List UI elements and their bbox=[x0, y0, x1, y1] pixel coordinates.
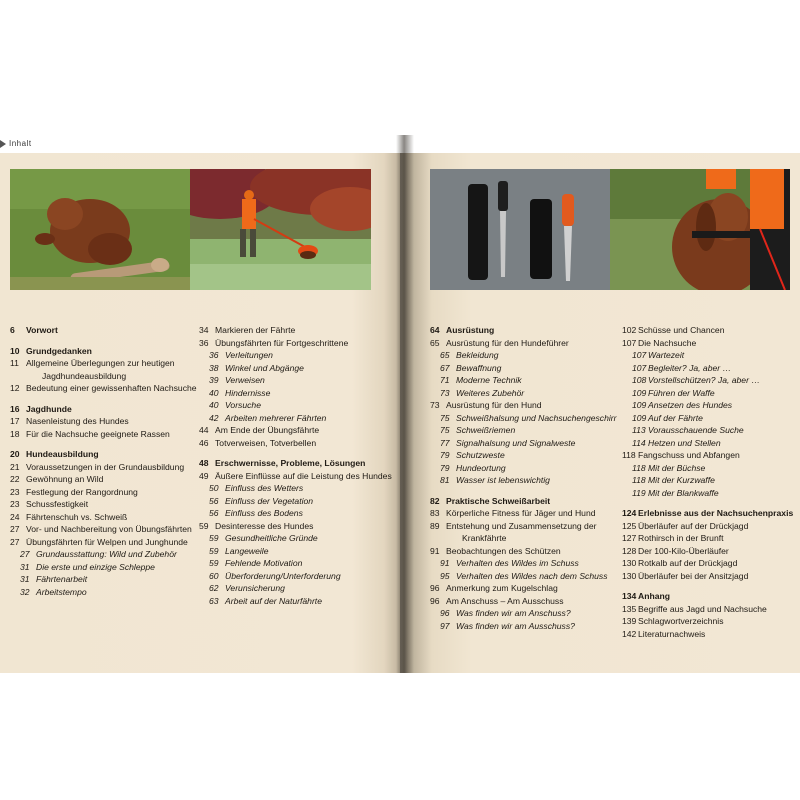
toc-entry bbox=[10, 403, 190, 416]
toc-page-number: 107 bbox=[632, 350, 647, 360]
toc-page-number: 130 bbox=[622, 570, 637, 581]
toc-page-number: 27 bbox=[20, 549, 30, 559]
toc-page-number: 109 bbox=[632, 387, 647, 398]
toc-entry bbox=[199, 507, 394, 520]
toc-page-number: 89 bbox=[430, 520, 440, 531]
toc-page-number: 91 bbox=[440, 558, 450, 568]
toc-entry-title: Jagdhundeausbildung bbox=[42, 370, 127, 381]
toc-page-number: 27 bbox=[10, 536, 20, 547]
toc-page-number: 38 bbox=[209, 362, 219, 373]
toc-entry-title: Einfluss des Wetters bbox=[225, 483, 304, 493]
toc-entry-title: Schüsse und Chancen bbox=[638, 325, 725, 335]
toc-page-number bbox=[26, 370, 42, 383]
toc-entry bbox=[430, 595, 615, 608]
toc-entry-title: Verhalten des Wildes im Schuss bbox=[456, 558, 579, 568]
toc-entry bbox=[622, 532, 800, 545]
toc-page-number: 23 bbox=[10, 499, 20, 509]
toc-page-number: 81 bbox=[440, 475, 450, 485]
toc-page-number: 62 bbox=[209, 583, 219, 593]
toc-entry bbox=[10, 357, 190, 370]
toc-column-4 bbox=[622, 324, 800, 640]
toc-entry-title: Entstehung und Zusammensetzung der bbox=[446, 520, 597, 531]
toc-page-number: 65 bbox=[430, 337, 440, 348]
toc-entry-title: Vorstellschützen? Ja, aber … bbox=[648, 375, 760, 385]
toc-page-number: 59 bbox=[209, 558, 219, 568]
toc-entry bbox=[622, 449, 800, 462]
toc-page-number: 109 bbox=[632, 412, 647, 423]
toc-entry-title: Vor- und Nachbereitung von Übungsfährten bbox=[26, 524, 192, 534]
toc-entry-title: Rothirsch in der Brunft bbox=[638, 533, 724, 543]
toc-page-number: 96 bbox=[440, 608, 450, 618]
toc-entry-title: Grundausstattung: Wild und Zubehör bbox=[36, 549, 177, 559]
toc-entry bbox=[199, 520, 394, 533]
toc-entry-title: Mit der Blankwaffe bbox=[648, 487, 719, 498]
toc-page-number: 134 bbox=[622, 591, 637, 601]
toc-entry bbox=[199, 412, 394, 425]
puppy-with-bone-photo bbox=[10, 169, 190, 290]
toc-entry-title: Wasser ist lebenswichtig bbox=[456, 475, 550, 485]
toc-entry bbox=[430, 399, 615, 412]
toc-page-number: 77 bbox=[440, 437, 450, 448]
toc-page-number: 59 bbox=[209, 545, 219, 556]
toc-entry bbox=[430, 570, 615, 583]
toc-entry bbox=[622, 545, 800, 558]
toc-page-number: 102 bbox=[622, 325, 637, 335]
toc-entry-title: Moderne Technik bbox=[456, 375, 522, 385]
toc-page-number: 130 bbox=[622, 558, 637, 568]
toc-page-number: 107 bbox=[632, 362, 647, 373]
toc-entry bbox=[622, 362, 800, 375]
toc-page-number: 96 bbox=[430, 595, 440, 606]
toc-entry-title: Gewöhnung an Wild bbox=[26, 474, 104, 484]
toc-entry bbox=[10, 511, 190, 524]
toc-entry-title: Praktische Schweißarbeit bbox=[446, 495, 551, 506]
toc-entry bbox=[10, 523, 190, 536]
toc-entry bbox=[622, 474, 800, 487]
toc-page-number: 22 bbox=[10, 474, 20, 484]
toc-entry bbox=[430, 474, 615, 487]
toc-entry-title: Vorausschauende Suche bbox=[648, 425, 744, 435]
toc-page-number: 24 bbox=[10, 511, 20, 522]
toc-page-number: 79 bbox=[440, 450, 450, 460]
toc-entry-title: Arbeit auf der Naturfährte bbox=[225, 595, 322, 606]
toc-entry bbox=[622, 337, 800, 350]
toc-entry bbox=[199, 570, 394, 583]
toc-entry-title: Bekleidung bbox=[456, 350, 499, 360]
toc-page-number: 142 bbox=[622, 628, 637, 639]
toc-page-number: 75 bbox=[440, 425, 450, 435]
toc-page-number: 48 bbox=[199, 458, 209, 468]
toc-entry-title: Schweißhalsung und Nachsuchengeschirr bbox=[456, 412, 617, 423]
toc-entry bbox=[10, 370, 190, 383]
toc-page-number: 95 bbox=[440, 570, 450, 581]
toc-entry bbox=[199, 337, 394, 350]
toc-page-number: 34 bbox=[199, 325, 209, 335]
running-header bbox=[0, 139, 32, 148]
toc-entry bbox=[10, 536, 190, 549]
toc-entry bbox=[199, 595, 394, 608]
toc-entry bbox=[430, 424, 615, 437]
toc-entry-title: Vorsuche bbox=[225, 400, 261, 410]
toc-entry bbox=[10, 324, 190, 337]
toc-entry-title: Anmerkung zum Kugelschlag bbox=[446, 583, 558, 593]
toc-entry bbox=[199, 532, 394, 545]
toc-page-number: 91 bbox=[430, 545, 440, 556]
toc-page-number: 31 bbox=[20, 574, 30, 584]
toc-entry-title: Verweisen bbox=[225, 375, 265, 385]
toc-page-number: 119 bbox=[632, 487, 646, 498]
toc-entry bbox=[430, 557, 615, 570]
toc-page-number: 39 bbox=[209, 375, 219, 385]
toc-entry-title: Hundeausbildung bbox=[26, 449, 99, 459]
toc-entry bbox=[10, 461, 190, 474]
toc-entry-title: Fährtenschuh vs. Schweiß bbox=[26, 511, 128, 522]
toc-page-number: 108 bbox=[632, 375, 647, 385]
toc-page-number: 12 bbox=[10, 383, 20, 393]
header-label: Inhalt bbox=[9, 139, 32, 148]
toc-entry-title: Hetzen und Stellen bbox=[648, 437, 721, 448]
toc-page-number: 42 bbox=[209, 412, 219, 423]
toc-entry bbox=[622, 412, 800, 425]
toc-page-number: 20 bbox=[10, 449, 20, 459]
toc-entry-title: Mit der Kurzwaffe bbox=[648, 475, 715, 485]
toc-page-number: 127 bbox=[622, 533, 637, 543]
toc-entry-title: Die erste und einzige Schleppe bbox=[36, 561, 155, 572]
toc-entry bbox=[199, 437, 394, 450]
toc-entry-title: Festlegung der Rangordnung bbox=[26, 486, 138, 497]
toc-entry-title: Begleiter? Ja, aber … bbox=[648, 362, 732, 373]
toc-entry-title: Am Ende der Übungsfährte bbox=[215, 425, 320, 435]
toc-page-number: 17 bbox=[10, 416, 20, 426]
toc-page-number: 124 bbox=[622, 508, 637, 518]
toc-entry-title: Mit der Büchse bbox=[648, 462, 706, 473]
toc-page-number: 118 bbox=[622, 450, 636, 460]
toc-page-number: 96 bbox=[430, 583, 440, 593]
toc-page-number: 64 bbox=[430, 325, 440, 335]
toc-column-2 bbox=[199, 324, 394, 607]
toc-entry-title: Übungsfährten für Welpen und Junghunde bbox=[26, 536, 188, 547]
toc-entry-title: Überläufer auf der Drückjagd bbox=[638, 520, 749, 531]
toc-entry-title: Erschwernisse, Probleme, Lösungen bbox=[215, 458, 366, 468]
toc-entry-title: Verhalten des Wildes nach dem Schuss bbox=[456, 570, 608, 581]
toc-entry-title: Schlagwortverzeichnis bbox=[638, 616, 724, 626]
toc-entry-title: Arbeitstempo bbox=[36, 586, 87, 597]
toc-entry-title: Rotkalb auf der Drückjagd bbox=[638, 558, 738, 568]
toc-entry-title: Ansetzen des Hundes bbox=[648, 400, 733, 410]
toc-entry-title: Ausrüstung für den Hund bbox=[446, 400, 542, 410]
toc-entry-title: Verleitungen bbox=[225, 350, 273, 360]
toc-entry bbox=[199, 349, 394, 362]
toc-entry bbox=[430, 437, 615, 450]
toc-column-1 bbox=[10, 324, 197, 598]
toc-entry-title: Auf der Fährte bbox=[648, 412, 703, 423]
toc-page-number: 73 bbox=[440, 387, 450, 398]
toc-entry bbox=[622, 462, 800, 475]
toc-entry-title: Wartezeit bbox=[648, 350, 685, 360]
toc-entry-title: Krankfährte bbox=[462, 533, 507, 543]
toc-entry bbox=[10, 573, 190, 586]
toc-entry bbox=[430, 349, 615, 362]
toc-entry bbox=[430, 449, 615, 462]
toc-page-number: 18 bbox=[10, 428, 20, 439]
toc-page-number: 49 bbox=[199, 470, 209, 481]
toc-entry-title: Schussfestigkeit bbox=[26, 499, 89, 509]
toc-entry-title: Fangschuss und Abfangen bbox=[638, 450, 740, 460]
toc-entry-title: Äußere Einflüsse auf die Leistung des Hundes bbox=[215, 470, 392, 481]
toc-entry-title: Schweißriemen bbox=[456, 425, 516, 435]
toc-page-number: 44 bbox=[199, 425, 209, 435]
toc-entry bbox=[622, 615, 800, 628]
toc-entry bbox=[199, 495, 394, 508]
toc-entry bbox=[622, 603, 800, 616]
toc-entry bbox=[199, 387, 394, 400]
toc-entry bbox=[199, 374, 394, 387]
toc-page-number: 82 bbox=[430, 495, 440, 506]
toc-entry-title: Was finden wir am Ausschuss? bbox=[456, 620, 575, 631]
toc-page-number: 16 bbox=[10, 403, 20, 414]
toc-entry bbox=[199, 457, 394, 470]
toc-entry-title: Vorwort bbox=[26, 325, 58, 335]
toc-entry-title: Körperliche Fitness für Jäger und Hund bbox=[446, 508, 596, 518]
toc-entry bbox=[622, 424, 800, 437]
toc-entry bbox=[10, 498, 190, 511]
toc-entry bbox=[430, 362, 615, 375]
toc-page-number: 135 bbox=[622, 603, 637, 614]
toc-page-number: 11 bbox=[10, 358, 19, 368]
toc-entry bbox=[430, 374, 615, 387]
toc-entry-title: Grundgedanken bbox=[26, 345, 92, 356]
toc-entry-title: Totverweisen, Totverbellen bbox=[215, 437, 317, 448]
toc-page-number: 21 bbox=[10, 461, 20, 472]
toc-page-number: 83 bbox=[430, 508, 440, 518]
toc-entry-title: Gesundheitliche Gründe bbox=[225, 533, 318, 543]
book-spread bbox=[0, 135, 800, 673]
toc-entry-title: Signalhalsung und Signalweste bbox=[456, 437, 576, 448]
toc-page-number: 59 bbox=[209, 533, 219, 543]
toc-entry bbox=[430, 507, 615, 520]
toc-page-number: 46 bbox=[199, 437, 209, 448]
toc-entry-title: Desinteresse des Hundes bbox=[215, 520, 314, 531]
toc-entry-title: Am Anschuss – Am Ausschuss bbox=[446, 595, 564, 606]
toc-entry-title: Nasenleistung des Hundes bbox=[26, 416, 129, 426]
toc-entry bbox=[430, 607, 615, 620]
toc-page-number: 107 bbox=[622, 337, 637, 348]
toc-entry-title: Führen der Waffe bbox=[648, 387, 715, 398]
toc-page-number: 75 bbox=[440, 412, 450, 423]
toc-page-number: 71 bbox=[440, 375, 450, 385]
dog-with-handler-photo bbox=[610, 169, 790, 290]
toc-page-number: 56 bbox=[209, 495, 219, 506]
toc-entry-title: Schutzweste bbox=[456, 450, 505, 460]
toc-entry-title: Literaturnachweis bbox=[638, 628, 706, 639]
toc-entry-title: Für die Nachsuche geeignete Rassen bbox=[26, 428, 170, 439]
toc-entry bbox=[430, 412, 615, 425]
toc-entry bbox=[430, 620, 615, 633]
toc-entry-title: Langeweile bbox=[225, 545, 269, 556]
toc-page-number: 118 bbox=[632, 475, 646, 485]
toc-page-number: 56 bbox=[209, 508, 219, 518]
toc-entry bbox=[199, 582, 394, 595]
toc-page-number: 63 bbox=[209, 595, 219, 606]
toc-entry bbox=[622, 628, 800, 641]
toc-entry bbox=[10, 561, 190, 574]
toc-entry-title: Einfluss des Bodens bbox=[225, 508, 303, 518]
toc-entry-title: Arbeiten mehrerer Fährten bbox=[225, 412, 327, 423]
toc-entry bbox=[430, 495, 615, 508]
toc-page-number: 67 bbox=[440, 362, 450, 373]
toc-entry bbox=[199, 557, 394, 570]
toc-entry bbox=[10, 486, 190, 499]
toc-column-3 bbox=[430, 324, 615, 632]
toc-entry bbox=[430, 337, 615, 350]
toc-page-number: 79 bbox=[440, 462, 450, 473]
toc-page-number: 65 bbox=[440, 350, 450, 360]
toc-entry-title: Einfluss der Vegetation bbox=[225, 495, 314, 506]
toc-entry bbox=[10, 415, 190, 428]
toc-entry-title: Ausrüstung bbox=[446, 325, 495, 335]
toc-entry bbox=[622, 520, 800, 533]
toc-page-number: 73 bbox=[430, 400, 440, 410]
toc-entry-title: Winkel und Abgänge bbox=[225, 362, 304, 373]
toc-page-number: 114 bbox=[632, 437, 646, 448]
toc-entry-title: Hundeortung bbox=[456, 462, 506, 473]
toc-entry bbox=[622, 437, 800, 450]
toc-entry bbox=[10, 473, 190, 486]
toc-page-number: 31 bbox=[20, 561, 30, 572]
toc-entry bbox=[622, 570, 800, 583]
hunting-knives-photo bbox=[430, 169, 610, 290]
toc-page-number: 23 bbox=[10, 486, 20, 497]
toc-entry bbox=[622, 557, 800, 570]
toc-entry bbox=[199, 545, 394, 558]
toc-entry bbox=[622, 507, 800, 520]
toc-entry bbox=[622, 487, 800, 500]
hunter-with-dog-photo bbox=[190, 169, 371, 290]
toc-entry-title: Bewaffnung bbox=[456, 362, 502, 373]
toc-entry bbox=[10, 382, 197, 395]
toc-page-number bbox=[446, 532, 462, 545]
toc-entry-title: Jagdhunde bbox=[26, 403, 72, 414]
toc-page-number: 128 bbox=[622, 545, 637, 556]
toc-page-number: 97 bbox=[440, 620, 450, 631]
toc-entry bbox=[10, 548, 190, 561]
toc-entry-title: Beobachtungen des Schützen bbox=[446, 545, 561, 556]
toc-entry bbox=[10, 428, 190, 441]
toc-entry bbox=[622, 324, 800, 337]
toc-entry-title: Der 100-Kilo-Überläufer bbox=[638, 545, 729, 556]
toc-page-number: 125 bbox=[622, 520, 637, 531]
toc-entry-title: Allgemeine Überlegungen zur heutigen bbox=[26, 358, 175, 368]
toc-entry bbox=[430, 324, 615, 337]
toc-page-number: 40 bbox=[209, 400, 219, 410]
toc-entry-title: Überläufer bei der Ansitzjagd bbox=[638, 570, 749, 581]
toc-page-number: 113 bbox=[632, 425, 646, 435]
toc-entry-title: Markieren der Fährte bbox=[215, 325, 296, 335]
toc-entry-title: Fährtenarbeit bbox=[36, 574, 88, 584]
toc-page-number: 40 bbox=[209, 387, 219, 398]
toc-entry bbox=[199, 362, 394, 375]
toc-entry bbox=[199, 399, 394, 412]
toc-entry-title: Hindernisse bbox=[225, 387, 271, 398]
toc-page-number: 6 bbox=[10, 325, 15, 335]
toc-entry bbox=[622, 399, 800, 412]
toc-entry bbox=[430, 532, 615, 545]
toc-page-number: 60 bbox=[209, 570, 219, 581]
toc-entry-title: Voraussetzungen in der Grundausbildung bbox=[26, 461, 185, 472]
toc-entry bbox=[199, 482, 394, 495]
toc-page-number: 10 bbox=[10, 345, 20, 356]
toc-entry-title: Fehlende Motivation bbox=[225, 558, 303, 568]
toc-entry bbox=[10, 586, 190, 599]
toc-entry bbox=[622, 349, 800, 362]
toc-entry-title: Erlebnisse aus der Nachsuchenpraxis bbox=[638, 508, 794, 518]
toc-page-number: 32 bbox=[20, 586, 30, 597]
toc-entry-title: Verunsicherung bbox=[225, 583, 285, 593]
toc-entry-title: Anhang bbox=[638, 591, 670, 601]
toc-entry-title: Ausrüstung für den Hundeführer bbox=[446, 337, 569, 348]
toc-entry-title: Übungsfährten für Fortgeschrittene bbox=[215, 337, 349, 348]
toc-entry-title: Weiteres Zubehör bbox=[456, 387, 525, 398]
toc-entry-title: Bedeutung einer gewissenhaften Nachsuche bbox=[26, 383, 197, 393]
gutter-shadow bbox=[396, 135, 414, 673]
toc-entry bbox=[10, 448, 190, 461]
toc-page-number: 27 bbox=[10, 524, 20, 534]
toc-entry bbox=[199, 324, 394, 337]
toc-page-number: 36 bbox=[199, 337, 209, 348]
toc-entry bbox=[430, 520, 615, 533]
toc-entry bbox=[430, 582, 615, 595]
toc-entry-title: Begriffe aus Jagd und Nachsuche bbox=[638, 603, 767, 614]
toc-entry bbox=[199, 424, 394, 437]
toc-entry bbox=[622, 387, 800, 400]
toc-entry bbox=[199, 470, 394, 483]
triangle-icon bbox=[0, 140, 6, 148]
toc-entry-title: Die Nachsuche bbox=[638, 337, 697, 348]
toc-entry bbox=[430, 462, 615, 475]
toc-page-number: 36 bbox=[209, 350, 219, 360]
toc-entry-title: Überforderung/Unterforderung bbox=[225, 570, 341, 581]
toc-page-number: 50 bbox=[209, 483, 219, 493]
toc-entry bbox=[10, 345, 190, 358]
toc-page-number: 109 bbox=[632, 400, 647, 410]
toc-entry bbox=[430, 545, 615, 558]
toc-page-number: 59 bbox=[199, 520, 209, 531]
toc-page-number: 139 bbox=[622, 616, 637, 626]
toc-entry-title: Was finden wir am Anschuss? bbox=[456, 608, 571, 618]
toc-page-number: 118 bbox=[632, 462, 646, 473]
toc-entry bbox=[430, 387, 615, 400]
toc-entry bbox=[622, 374, 800, 387]
toc-entry bbox=[622, 590, 800, 603]
